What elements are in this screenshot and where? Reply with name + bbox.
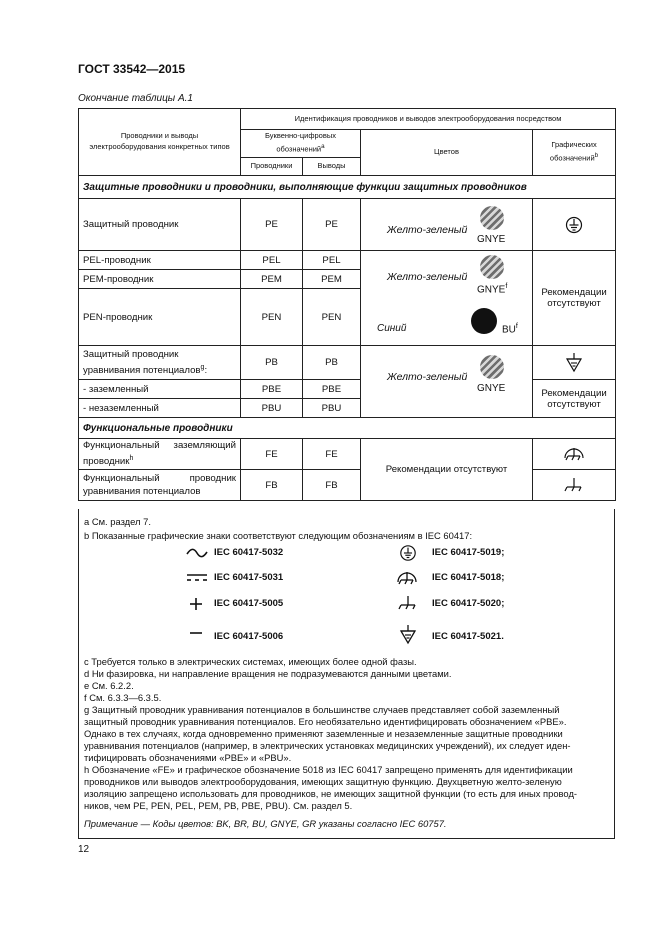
functional-earth-icon	[396, 569, 418, 587]
row-fe-name: Функциональный заземляющий проводник$^h$	[79, 439, 241, 470]
blue-label: Синий	[377, 323, 407, 334]
header-identification: Идентификация проводников и выводов электрооборудования посредством	[241, 109, 616, 130]
footnote-g-line5: тифицировать обозначениями «PBE» и «PBU».	[84, 752, 292, 763]
row-pen-name: PEN-проводник	[79, 289, 241, 346]
functional-earth-icon	[563, 445, 585, 463]
row-pe-term: PE	[303, 199, 361, 251]
protective-earth-icon	[564, 215, 584, 235]
protective-earth-icon	[399, 544, 417, 562]
color-code: GNYE$^f$	[477, 283, 508, 296]
iec-plus: IEC 60417-5005	[214, 598, 284, 609]
equipotential-icon	[564, 352, 584, 374]
footnote-h-line3: изоляцию запрещено использовать для проводников, не имеющих защитной функции (то есть для иных провод-	[84, 788, 578, 799]
table-continuation-label: Окончание таблицы А.1	[78, 93, 193, 104]
row-pel-term: PEL	[303, 251, 361, 270]
group-pb-graphic: Рекомендации отсутствуют	[533, 380, 616, 418]
header-alnum: Буквенно-цифровых обозначений$^a$	[241, 130, 361, 158]
group-pb-colors	[361, 346, 533, 418]
row-pb-graphic	[533, 346, 616, 380]
row-pbu-term: PBU	[303, 399, 361, 418]
row-pbe-term: PBE	[303, 380, 361, 399]
footnote-a: a См. раздел 7.	[84, 516, 151, 527]
iec-minus: IEC 60417-5006	[214, 631, 284, 642]
row-fb-graphic	[533, 470, 616, 501]
iec-functional-earth: IEC 60417-5018;	[432, 572, 505, 583]
footnote-d: d Ни фазировка, ни направление вращения не подразумеваются данными цветами.	[84, 668, 452, 679]
row-pbu-name: - незаземленный	[79, 399, 241, 418]
row-fe-cond: FE	[241, 439, 303, 470]
row-fe-term: FE	[303, 439, 361, 470]
row-pe-cond: PE	[241, 199, 303, 251]
blue-swatch	[471, 308, 497, 334]
document-id: ГОСТ 33542—2015	[78, 62, 186, 76]
footnote-h-line2: проводников или выводов электрооборудования, имеющих защитную функцию. Двухцветную желто-зеленую	[84, 776, 562, 787]
footnote-g-line3: Однако в тех случаях, когда одновременно применяют заземленные и незаземленные защитные проводники	[84, 728, 563, 739]
header-conductors-types: Проводники и выводы электрооборудования конкретных типов	[79, 109, 241, 176]
row-pel-cond: PEL	[241, 251, 303, 270]
row-pem-cond: PEM	[241, 270, 303, 289]
row-fb-term: FB	[303, 470, 361, 501]
row-fe-graphic	[533, 439, 616, 470]
iec-frame: IEC 60417-5020;	[432, 598, 505, 609]
row-pem-term: PEM	[303, 270, 361, 289]
plus-icon	[189, 597, 203, 611]
row-pb-cond: PB	[241, 346, 303, 380]
row-pb-name: Защитный проводник уравнивания потенциалов$^g$:	[79, 346, 241, 380]
section-protective: Защитные проводники и проводники, выполняющие функции защитных проводников	[79, 176, 616, 199]
row-pbe-name: - заземленный	[79, 380, 241, 399]
footnote-h-line4: ников, чем PE, PEN, PEL, PEM, PB, PBE, PBU). См. раздел 5.	[84, 800, 353, 811]
color-label: Желто-зеленый	[387, 271, 468, 283]
row-pe-graphic	[533, 199, 616, 251]
iec-ac: IEC 60417-5032	[214, 547, 284, 558]
group-pel-pen-colors	[361, 251, 533, 346]
footnote-b: b Показанные графические знаки соответствуют следующим обозначениям в IEC 60417:	[84, 530, 473, 541]
header-sub-terminals: Выводы	[303, 158, 361, 176]
row-fb-cond: FB	[241, 470, 303, 501]
footnote-g-line4: уравнивания потенциалов (например, в электрических установках медицинских учреждений), их следует иден-	[84, 740, 571, 751]
color-code: GNYE	[477, 382, 506, 394]
ac-icon	[186, 547, 208, 559]
footnote-h-line1: h Обозначение «FE» и графическое обозначение 5018 из IEC 60417 запрещено применять для идентификации	[84, 764, 573, 775]
gnye-swatch	[480, 255, 504, 279]
iec-equipotential: IEC 60417-5021.	[432, 631, 504, 642]
row-pbe-cond: PBE	[241, 380, 303, 399]
page-number: 12	[78, 844, 90, 855]
iec-dc: IEC 60417-5031	[214, 572, 284, 583]
row-pen-term: PEN	[303, 289, 361, 346]
row-fb-name: Функциональный проводник уравнивания потенциалов	[79, 470, 241, 501]
header-graphic: Графических обозначений$^b$	[533, 130, 616, 176]
dc-icon	[186, 573, 208, 583]
header-sub-conductors: Проводники	[241, 158, 303, 176]
equipotential-icon	[398, 624, 418, 646]
minus-icon	[189, 630, 203, 636]
footnote-g-line2: защитный проводник уравнивания потенциалов. Его необязательно идентифицировать обозначением «PBE».	[84, 716, 567, 727]
frame-chassis-icon	[563, 476, 585, 494]
footnote-f: f См. 6.3.3—6.3.5.	[84, 692, 162, 703]
row-pe-color	[361, 199, 533, 251]
gnye-swatch	[480, 355, 504, 379]
blue-code: $BU^f$	[502, 323, 518, 336]
footnote-c: c Требуется только в электрических системах, имеющих более одной фазы.	[84, 656, 417, 667]
row-pe-name: Защитный проводник	[79, 199, 241, 251]
row-pbu-cond: PBU	[241, 399, 303, 418]
color-label: Желто-зеленый	[387, 223, 468, 236]
color-code: GNYE	[477, 233, 506, 245]
row-pen-cond: PEN	[241, 289, 303, 346]
row-pel-name: PEL-проводник	[79, 251, 241, 270]
row-pem-name: PEM-проводник	[79, 270, 241, 289]
conductor-identification-table	[78, 108, 616, 501]
functional-colors: Рекомендации отсутствуют	[361, 439, 533, 501]
color-label: Желто-зеленый	[387, 370, 468, 383]
footnote-e: e См. 6.2.2.	[84, 680, 134, 691]
group-pel-pen-graphic: Рекомендации отсутствуют	[533, 251, 616, 346]
row-pb-term: PB	[303, 346, 361, 380]
header-colors: Цветов	[361, 130, 533, 176]
gnye-swatch	[480, 206, 504, 230]
table-remark: Примечание — Коды цветов: BK, BR, BU, GNYE, GR указаны согласно IEC 60757.	[84, 818, 447, 829]
footnote-g-line1: g Защитный проводник уравнивания потенциалов в большинстве случаев представляет собой заземленный	[84, 704, 560, 715]
iec-protective-earth: IEC 60417-5019;	[432, 547, 505, 558]
section-functional: Функциональные проводники	[79, 418, 616, 439]
frame-chassis-icon	[397, 594, 419, 612]
